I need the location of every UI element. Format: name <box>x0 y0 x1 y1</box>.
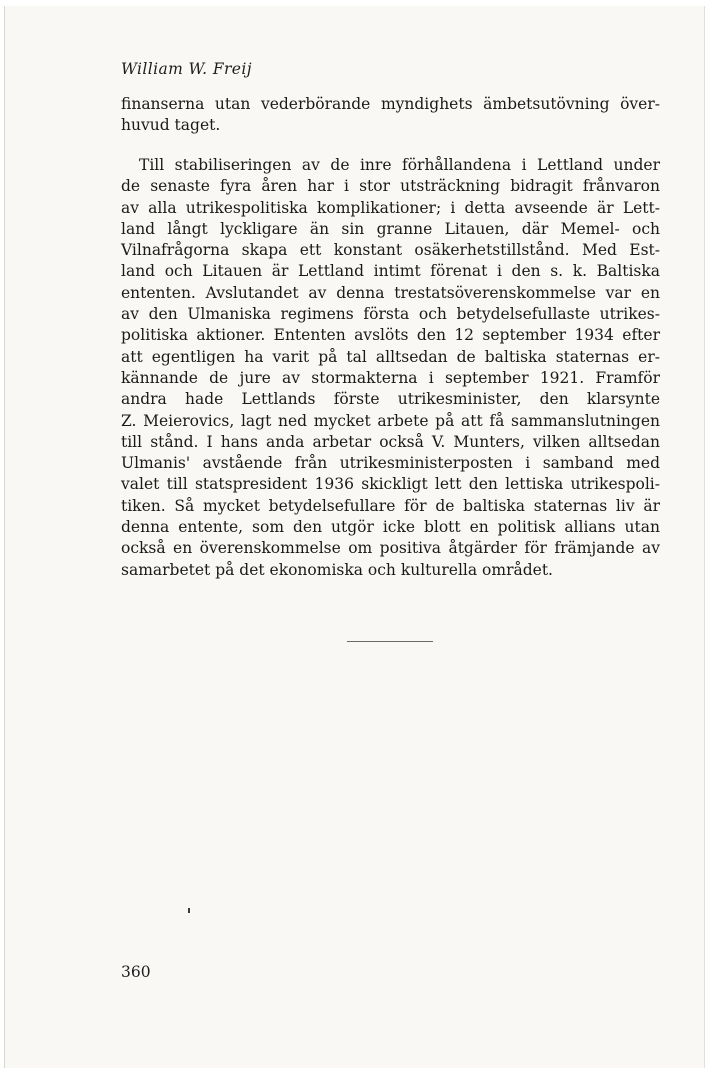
text-line: till stånd. I hans anda arbetar också V. Munters, vilken alltsedan <box>121 432 660 451</box>
text-line: också en överenskommelse om positiva åtgärder för främjande av <box>121 539 660 558</box>
text-line: Ulmanis' avstående från utrikesministerposten i samband med <box>121 454 660 473</box>
text-line: kännande de jure av stormakterna i september 1921. Framför <box>121 368 660 387</box>
text-line: av alla utrikespolitiska komplikationer; i detta avseende är Lett- <box>121 198 660 217</box>
text-line: samarbetet på det ekonomiska och kulturella området. <box>121 560 553 579</box>
text-line: andra hade Lettlands förste utrikesminister, den klarsynte <box>121 390 660 409</box>
text-line: Z. Meierovics, lagt ned mycket arbete på att få sammanslutningen <box>121 411 660 430</box>
text-line: att egentligen ha varit på tal alltsedan de baltiska staternas er- <box>121 347 660 366</box>
page-number: 360 <box>121 963 151 981</box>
text-line: Vilnafrågorna skapa ett konstant osäkerhetstillstånd. Med Est- <box>121 241 660 260</box>
text-line: finanserna utan vederbörande myndighets ämbetsutövning över- <box>121 95 660 113</box>
text-line: de senaste fyra åren har i stor utsträckning bidragit frånvaron <box>121 177 660 196</box>
section-divider <box>347 641 433 642</box>
text-line: ententen. Avslutandet av denna trestatsöverenskommelse var en <box>121 283 660 302</box>
text-line: Till stabiliseringen av de inre förhållandena i Lettland under <box>139 156 660 174</box>
text-line: av den Ulmaniska regimens första och betydelsefullaste utrikes- <box>121 305 660 324</box>
text-line: land och Litauen är Lettland intimt förenat i den s. k. Baltiska <box>121 262 660 281</box>
paragraph-1 <box>121 94 660 137</box>
text-line: valet till statspresident 1936 skickligt lett den lettiska utrikespoli- <box>121 475 660 494</box>
text-line: land långt lyckligare än sin granne Litauen, där Memel- och <box>121 219 660 238</box>
paragraph-2 <box>121 155 660 581</box>
text-line: huvud taget. <box>121 116 221 135</box>
book-page <box>4 6 705 1068</box>
running-head: William W. Freij <box>121 60 252 78</box>
text-line: tiken. Så mycket betydelsefullare för de baltiska staternas liv är <box>121 496 660 515</box>
text-line: politiska aktioner. Ententen avslöts den 12 september 1934 efter <box>121 326 660 345</box>
text-line: denna entente, som den utgör icke blott en politisk allians utan <box>121 518 660 537</box>
print-speck <box>188 908 190 913</box>
